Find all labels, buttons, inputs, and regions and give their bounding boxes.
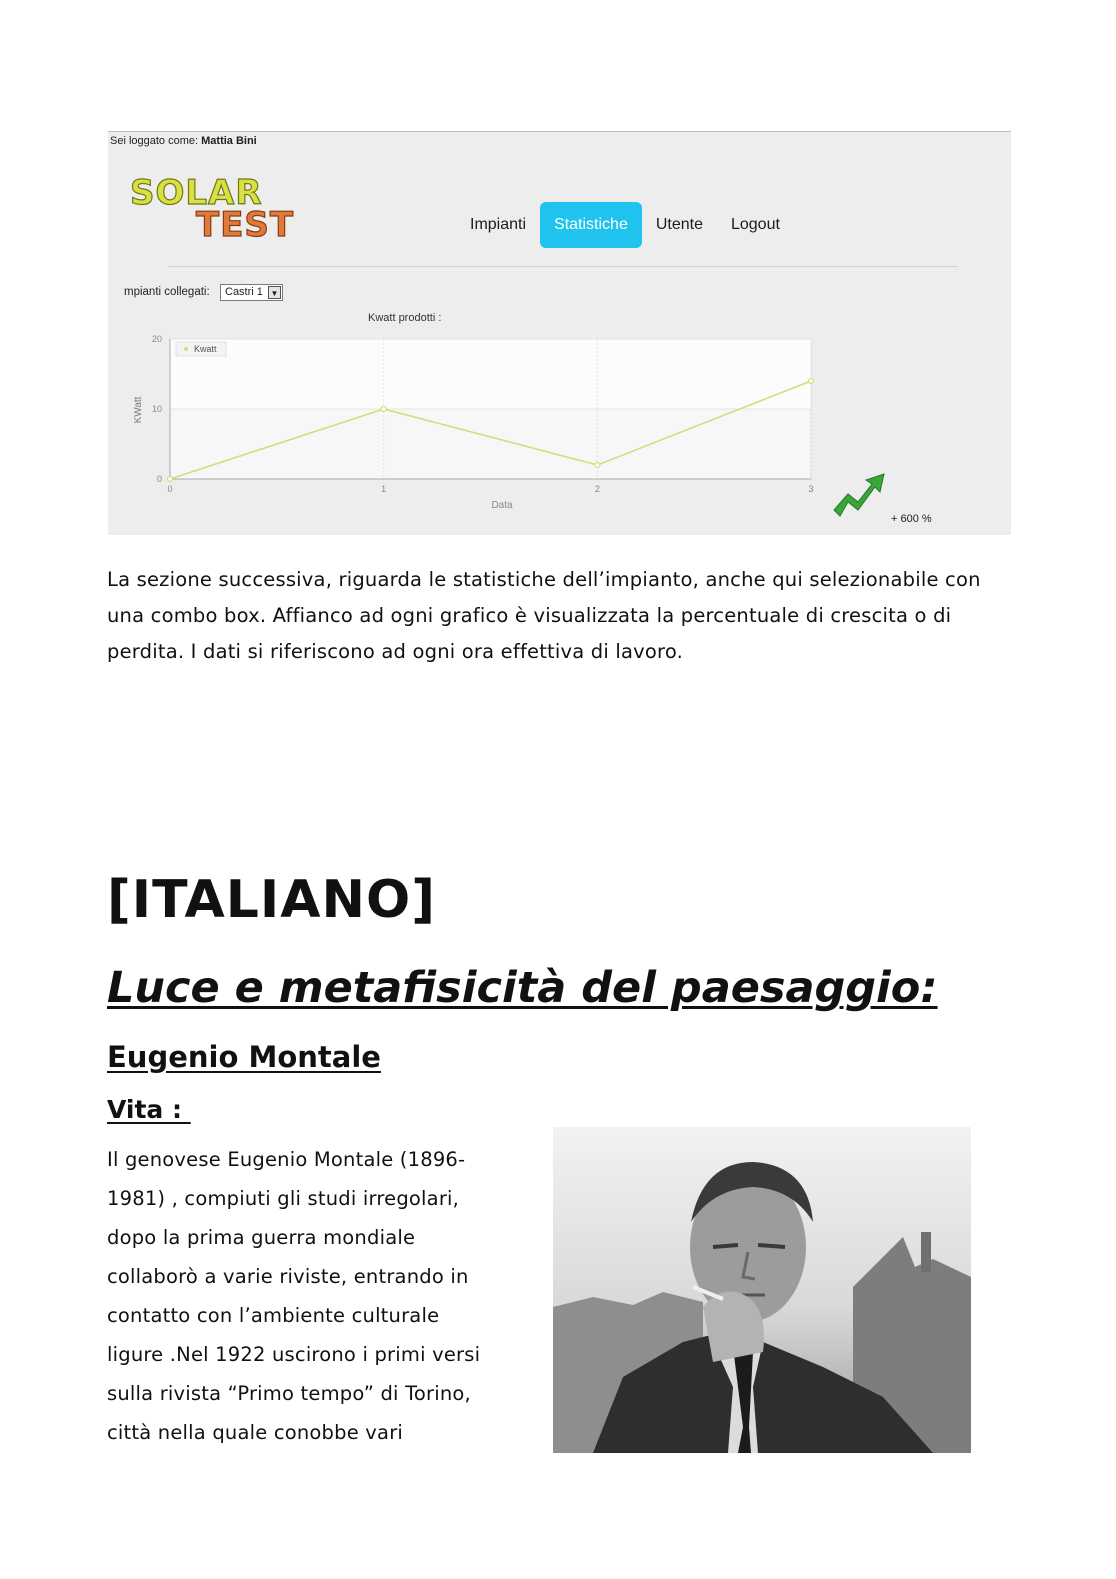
logo-line1: SOLAR	[130, 174, 263, 213]
y-tick-label: 10	[151, 404, 162, 414]
data-point	[381, 407, 386, 412]
x-tick-label: 1	[381, 484, 387, 494]
bio-line: 1981) , compiuti gli studi irregolari,	[107, 1187, 460, 1210]
nav-impianti[interactable]: Impianti	[470, 216, 527, 233]
legend-label: Kwatt	[194, 344, 217, 354]
x-tick-label: 2	[594, 484, 600, 494]
login-status	[110, 135, 257, 147]
nav-divider	[168, 266, 958, 267]
vita-heading: Vita :	[107, 1095, 191, 1124]
data-point	[809, 379, 814, 384]
bio-line: contatto con l’ambiente culturale	[107, 1304, 440, 1327]
bio-text	[107, 1140, 547, 1452]
bio-line: città nella quale conobbe vari	[107, 1421, 404, 1444]
plot-band-upper	[170, 339, 811, 409]
chevron-down-icon[interactable]: ▼	[268, 286, 281, 299]
logo-line2: TEST	[196, 205, 295, 244]
x-axis-label: Data	[491, 500, 513, 511]
data-point	[595, 463, 600, 468]
section-heading: [ITALIANO]	[107, 870, 437, 930]
bio-line: dopo la prima guerra mondiale	[107, 1226, 416, 1249]
nav-statistiche[interactable]: Statistiche	[540, 202, 642, 248]
app-screenshot	[108, 131, 1011, 535]
plant-select[interactable]	[220, 284, 283, 301]
description-paragraph: La sezione successiva, riguarda le statistiche dell’impianto, anche qui selezionabile con una combo box. Affianco ad ogni grafico è visualizzata la percentuale di crescita o di perdita. I dati si riferiscono ad ogni ora effettiva di lavoro.	[107, 568, 981, 663]
bio-line: sulla rivista “Primo tempo” di Torino,	[107, 1382, 471, 1405]
bio-line: ligure .Nel 1922 uscirono i primi versi	[107, 1343, 481, 1366]
chart-legend	[176, 342, 226, 356]
y-tick-label: 0	[156, 474, 162, 484]
bio-line: collaborò a varie riviste, entrando in	[107, 1265, 469, 1288]
page-title: Luce e metafisicità del paesaggio:	[107, 963, 938, 1013]
x-tick-label: 0	[167, 484, 173, 494]
login-prefix: Sei loggato come:	[110, 135, 199, 147]
x-tick-label: 3	[808, 484, 814, 494]
legend-marker	[184, 347, 188, 351]
data-point	[168, 477, 173, 482]
nav-logout[interactable]: Logout	[730, 216, 780, 233]
line-chart	[108, 322, 848, 522]
main-nav	[456, 202, 794, 248]
bio-line: Il genovese Eugenio Montale (1896-	[107, 1148, 466, 1171]
plant-select-value: Castri 1	[225, 286, 263, 298]
growth-percentage: + 600 %	[891, 513, 932, 525]
author-heading: Eugenio Montale	[107, 1040, 381, 1074]
nav-utente[interactable]: Utente	[655, 216, 703, 233]
combo-label: mpianti collegati:	[124, 286, 210, 298]
growth-arrow-icon	[832, 470, 886, 520]
chart-title: Kwatt prodotti :	[368, 312, 442, 324]
y-axis-label: KWatt	[133, 396, 144, 424]
y-tick-label: 20	[151, 334, 162, 344]
portrait-photo	[553, 1127, 971, 1453]
login-user: Mattia Bini	[201, 135, 257, 147]
solar-test-logo	[126, 174, 336, 244]
